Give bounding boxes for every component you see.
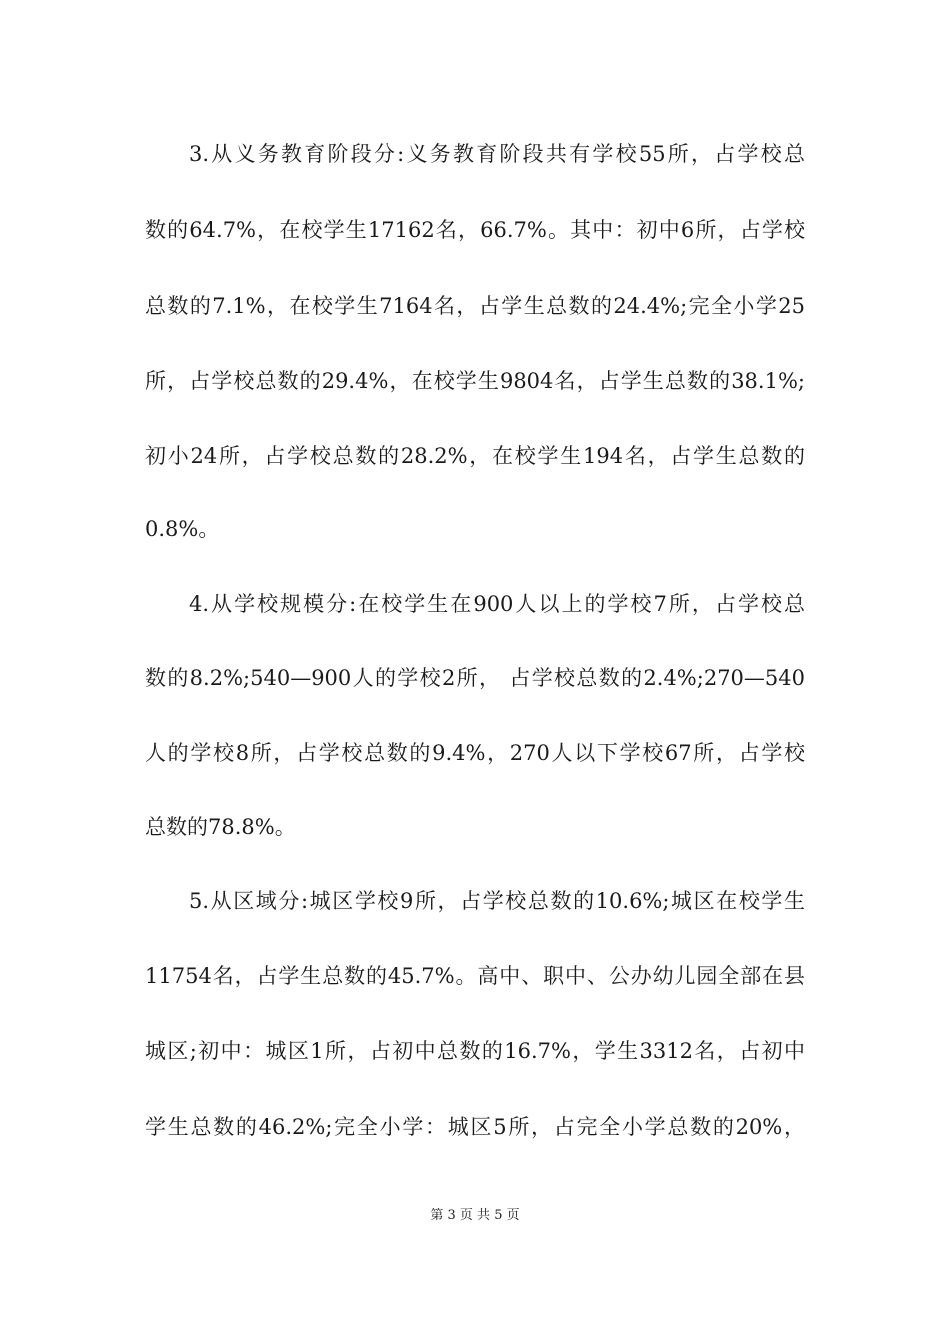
paragraph-line: 所，占学校总数的29.4%，在校学生9804名，占学生总数的38.1%; (145, 369, 805, 393)
paragraph-line: 数的64.7%，在校学生17162名，66.7%。其中：初中6所，占学校 (145, 218, 805, 242)
paragraph-line: 初小24所，占学校总数的28.2%，在校学生194名，占学生总数的 (145, 444, 805, 468)
paragraph-line: 总数的7.1%，在校学生7164名，占学生总数的24.4%;完全小学25 (145, 294, 805, 318)
paragraph-line: 4.从学校规模分:在校学生在900人以上的学校7所，占学校总 (189, 592, 805, 616)
paragraph-line: 5.从区域分:城区学校9所，占学校总数的10.6%;城区在校学生 (189, 889, 805, 913)
paragraph-line: 学生总数的46.2%;完全小学：城区5所，占完全小学总数的20%， (145, 1115, 805, 1139)
paragraph-line: 城区;初中：城区1所，占初中总数的16.7%，学生3312名，占初中 (145, 1039, 805, 1063)
paragraph-line: 人的学校8所，占学校总数的9.4%，270人以下学校67所，占学校 (145, 741, 805, 765)
page-number-footer: 第 3 页 共 5 页 (430, 1208, 520, 1223)
paragraph-line: 0.8%。 (145, 517, 220, 541)
paragraph-line: 11754名，占学生总数的45.7%。高中、职中、公办幼儿园全部在县 (145, 964, 805, 988)
paragraph-line: 数的8.2%;540—900人的学校2所， 占学校总数的2.4%;270—540 (145, 666, 805, 690)
paragraph-line: 3.从义务教育阶段分:义务教育阶段共有学校55所，占学校总 (189, 142, 805, 166)
paragraph-line: 总数的78.8%。 (145, 815, 296, 839)
